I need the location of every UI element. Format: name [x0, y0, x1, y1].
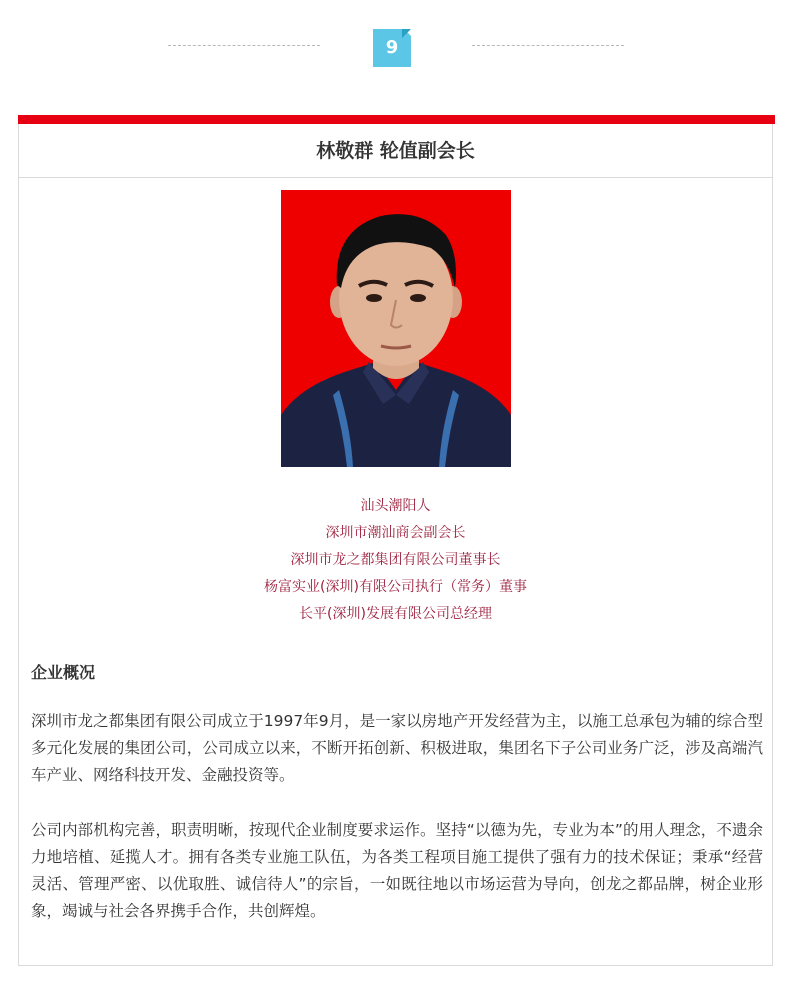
portrait-photo: [281, 190, 511, 467]
accent-bar: [18, 115, 775, 124]
title-line-manager: 长平(深圳)发展有限公司总经理: [299, 606, 492, 622]
title-line-hometown: 汕头潮阳人: [360, 498, 431, 514]
header-decoration: [0, 0, 800, 110]
company-overview-heading: 企业概况: [31, 663, 96, 682]
title-line-chamber: 深圳市潮汕商会副会长: [325, 525, 466, 541]
company-paragraph-1: 深圳市龙之都集团有限公司成立于1997年9月，是一家以房地产开发经营为主，以施工总承包为辅的综合型多元化发展的集团公司，公司成立以来，不断开拓创新、积极进取，集团名下子公司业务广泛，涉及高端汽车产业、网络科技开发、金融投资等。: [31, 712, 763, 784]
dashed-divider-left: [168, 45, 320, 46]
number-badge: 9: [373, 29, 411, 67]
company-paragraph-2: 公司内部机构完善，职责明晰，按现代企业制度要求运作。坚持“以德为先，专业为本”的用人理念，不遗余力地培植、延揽人才。拥有各类专业施工队伍，为各类工程项目施工提供了强有力的技术保证；秉承“经营灵活、管理严密、以优取胜、诚信待人”的宗旨，一如既往地以市场运营为导向，创龙之都品牌，树企业形象，竭诚与社会各界携手合作，共创辉煌。: [31, 821, 763, 920]
title-line-chairman: 深圳市龙之都集团有限公司董事长: [290, 552, 501, 568]
person-name-title: 林敬群 轮值副会长: [19, 124, 772, 178]
portrait-illustration: [281, 190, 511, 467]
titles-list: [19, 493, 772, 628]
dashed-divider-right: [472, 45, 624, 46]
profile-card: [18, 115, 773, 966]
title-line-director: 杨富实业(深圳)有限公司执行（常务）董事: [264, 579, 527, 595]
